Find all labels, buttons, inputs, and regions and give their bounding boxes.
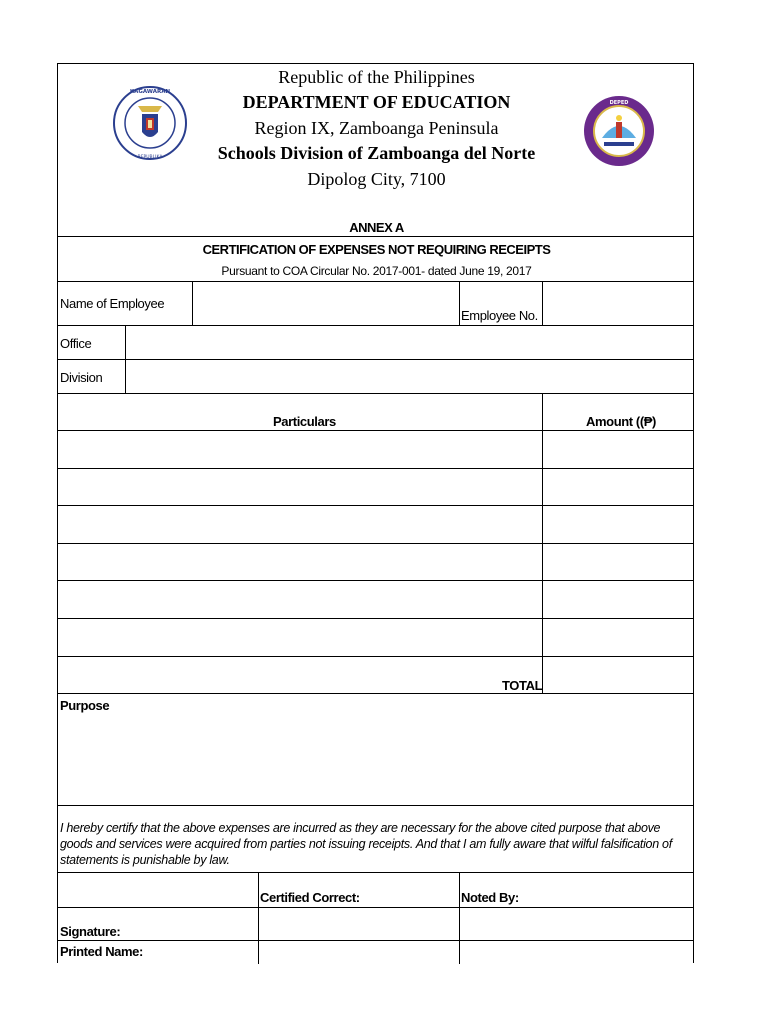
- expense-certification-form: [57, 63, 694, 963]
- divider: [258, 872, 259, 964]
- signature-label: Signature:: [60, 924, 121, 939]
- divider: [58, 359, 694, 360]
- certification-statement: I hereby certify that the above expenses are incurred as they are necessary for the above cited purpose that above goods and services were acquired from parties not issuing receipts. And that I am fully aware that wilful falsification of statements is punishable by law.: [60, 821, 672, 867]
- header-department: DEPARTMENT OF EDUCATION: [242, 92, 511, 112]
- table-row: [58, 430, 694, 431]
- annex-label: ANNEX A: [349, 220, 404, 235]
- amount-header: Amount ((₱): [586, 414, 656, 429]
- divider: [58, 393, 694, 394]
- divider: [58, 872, 694, 873]
- divider: [58, 693, 694, 694]
- table-row: [58, 468, 694, 469]
- division-label: Division: [60, 370, 103, 385]
- table-row: [58, 543, 694, 544]
- divider: [459, 872, 460, 964]
- header-region: Region IX, Zamboanga Peninsula: [254, 118, 499, 138]
- header-republic: Republic of the Philippines: [278, 67, 475, 87]
- divider: [542, 281, 543, 325]
- printed-name-label: Printed Name:: [60, 944, 143, 959]
- divider: [58, 236, 694, 237]
- employee-name-label: Name of Employee: [60, 296, 165, 311]
- noted-by-label: Noted By:: [461, 890, 519, 905]
- header-division: Schools Division of Zamboanga del Norte: [217, 143, 536, 163]
- divider: [192, 281, 193, 325]
- total-label: TOTAL: [502, 678, 543, 693]
- table-row: [58, 505, 694, 506]
- employee-no-label: Employee No.: [461, 308, 538, 323]
- svg-text:REPUBLIKA: REPUBLIKA: [137, 155, 163, 160]
- certified-correct-label: Certified Correct:: [260, 890, 360, 905]
- particulars-header: Particulars: [273, 414, 336, 429]
- divider: [58, 907, 694, 908]
- header-city: Dipolog City, 7100: [307, 169, 446, 189]
- divider: [58, 940, 694, 941]
- divider: [459, 281, 460, 325]
- office-label: Office: [60, 336, 92, 351]
- table-row: [58, 618, 694, 619]
- table-row: [58, 656, 694, 657]
- svg-text:DEPED: DEPED: [609, 100, 629, 106]
- table-row: [58, 580, 694, 581]
- divider: [58, 281, 694, 282]
- purpose-label: Purpose: [60, 698, 110, 713]
- divider: [58, 325, 694, 326]
- divider: [58, 805, 694, 806]
- form-subtitle: Pursuant to COA Circular No. 2017-001- dated June 19, 2017: [221, 264, 532, 278]
- form-title: CERTIFICATION OF EXPENSES NOT REQUIRING RECEIPTS: [202, 242, 551, 257]
- svg-text:KAGAWARAN: KAGAWARAN: [129, 89, 171, 95]
